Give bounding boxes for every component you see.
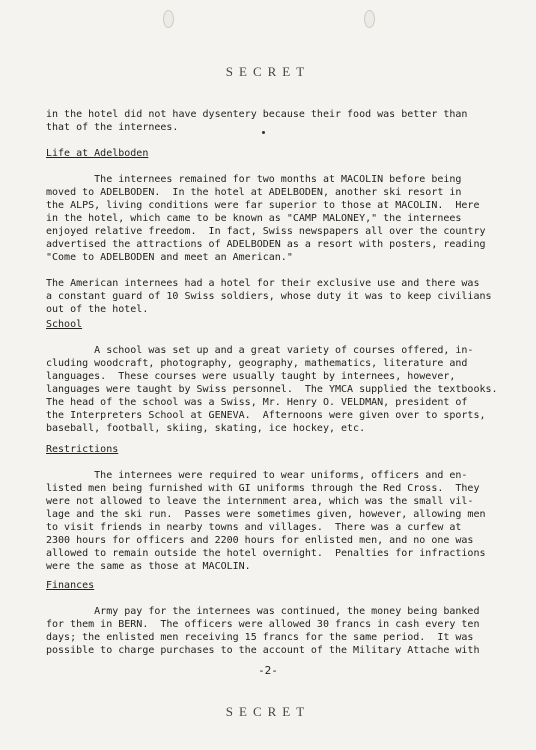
classification-header: SECRET [225,64,311,79]
text-line: Army pay for the internees was continued, the money being banked [46,606,480,617]
section-school [46,318,506,435]
text-line: The internees remained for two months at MACOLIN before being [46,174,462,185]
text-line: that of the internees. [46,122,179,133]
classification-footer: SECRET [225,704,311,719]
stray-mark [262,131,265,134]
text-line: lage and the ski run. Passes were sometimes given, however, allowing men [46,509,486,520]
punch-hole-left [163,10,174,28]
section-heading: Restrictions [46,444,119,455]
text-line: cluding woodcraft, photography, geography, mathematics, literature and [46,358,468,369]
text-line: in the hotel did not have dysentery because their food was better than [46,109,468,120]
text-line: allowed to remain outside the hotel overnight. Penalties for infractions [46,548,486,559]
text-line: 2300 hours for officers and 2200 hours for enlisted men, and no one was [46,535,474,546]
text-line: possible to charge purchases to the account of the Military Attache with [46,645,480,656]
section-life-at-adelboden [46,147,506,316]
text-line: The internees were required to wear uniforms, officers and en- [46,470,468,481]
section-heading: School [46,319,83,330]
text-line: in the hotel, which came to be known as "CAMP MALONEY," the internees [46,213,462,224]
text-line: to visit friends in nearby towns and villages. There was a curfew at [46,522,462,533]
text-line: The head of the school was a Swiss, Mr. Henry O. VELDMAN, president of [46,397,468,408]
text-line: languages. These courses were usually taught by internees, however, [46,371,456,382]
text-line: advertised the attractions of ADELBODEN as a resort with posters, reading [46,239,486,250]
text-line: baseball, football, skiing, skating, ice hockey, etc. [46,423,366,434]
section-restrictions [46,443,506,573]
text-line: were not allowed to leave the internment area, which was the small vil- [46,496,474,507]
section-heading: Life at Adelboden [46,148,149,159]
punch-hole-right [364,10,375,28]
text-line: the ALPS, living conditions were far superior to those at MACOLIN. Here [46,200,480,211]
page-number: -2- [258,664,278,677]
text-line: listed men being furnished with GI uniforms through the Red Cross. They [46,483,480,494]
text-line: for them in BERN. The officers were allowed 30 francs in cash every ten [46,619,480,630]
text-line: days; the enlisted men receiving 15 francs for the same period. It was [46,632,474,643]
text-line: "Come to ADELBODEN and meet an American." [46,252,293,263]
intro-block [46,108,506,134]
text-line: languages were taught by Swiss personnel. The YMCA supplied the textbooks. [46,384,498,395]
section-heading: Finances [46,580,95,591]
text-line: a constant guard of 10 Swiss soldiers, whose duty it was to keep civilians [46,291,492,302]
text-line: were the same as those at MACOLIN. [46,561,251,572]
text-line: The American internees had a hotel for their exclusive use and there was [46,278,480,289]
text-line: the Interpreters School at GENEVA. Afternoons were given over to sports, [46,410,486,421]
text-line: out of the hotel. [46,304,149,315]
text-line: enjoyed relative freedom. In fact, Swiss newspapers all over the country [46,226,486,237]
section-finances [46,579,506,657]
text-line: moved to ADELBODEN. In the hotel at ADELBODEN, another ski resort in [46,187,462,198]
text-line: A school was set up and a great variety of courses offered, in- [46,345,474,356]
